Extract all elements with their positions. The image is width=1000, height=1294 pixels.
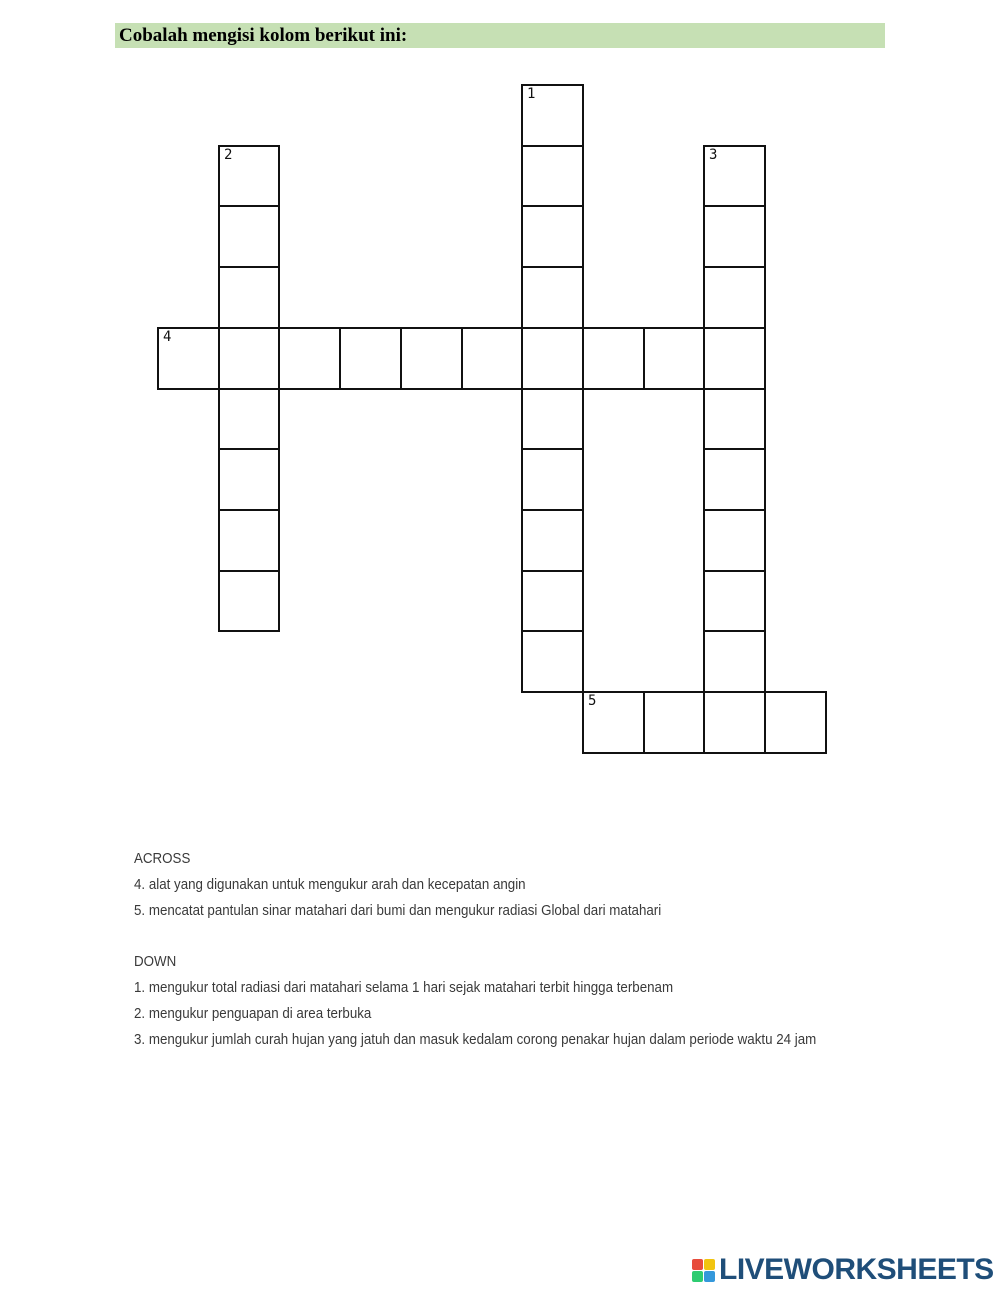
crossword-cell[interactable] <box>278 327 341 390</box>
clue-number-1: 1 <box>527 86 536 102</box>
crossword-cell[interactable] <box>764 691 827 754</box>
crossword-cell[interactable] <box>703 570 766 632</box>
down-clue-2: 2. mengukur penguapan di area terbuka <box>134 1006 372 1022</box>
crossword-cell[interactable] <box>703 145 766 207</box>
instruction-title: Cobalah mengisi kolom berikut ini: <box>119 25 408 46</box>
crossword-cell[interactable] <box>521 205 584 268</box>
crossword-cell[interactable] <box>703 266 766 329</box>
down-clue-3: 3. mengukur jumlah curah hujan yang jatuh dan masuk kedalam corong penakar hujan dalam periode waktu 24 jam <box>134 1032 817 1048</box>
crossword-cell[interactable] <box>218 509 280 572</box>
crossword-cell[interactable] <box>643 691 705 754</box>
crossword-cell[interactable] <box>218 448 280 511</box>
clues-section <box>134 849 833 1056</box>
crossword-cell[interactable] <box>703 448 766 511</box>
crossword-cell[interactable] <box>703 327 766 390</box>
down-heading: DOWN <box>134 954 177 970</box>
logo-tile <box>704 1259 715 1270</box>
crossword-cell[interactable] <box>582 691 645 754</box>
logo-text: LIVEWORKSHEETS <box>719 1253 994 1286</box>
crossword-cell[interactable] <box>218 327 280 390</box>
logo-tile <box>692 1259 703 1270</box>
crossword-cell[interactable] <box>521 266 584 329</box>
crossword-cell[interactable] <box>218 388 280 450</box>
crossword-cell[interactable] <box>521 448 584 511</box>
logo-tile <box>692 1271 703 1282</box>
crossword-cell[interactable] <box>521 630 584 693</box>
crossword-cell[interactable] <box>218 205 280 268</box>
down-clue-1: 1. mengukur total radiasi dari matahari selama 1 hari sejak matahari terbit hingga terbenam <box>134 980 674 996</box>
crossword-cell[interactable] <box>521 84 584 147</box>
crossword-cell[interactable] <box>703 691 766 754</box>
crossword-cell[interactable] <box>521 327 584 390</box>
clue-number-5: 5 <box>588 693 597 709</box>
crossword-cell[interactable] <box>582 327 645 390</box>
crossword-cell[interactable] <box>521 388 584 450</box>
across-clue-4: 4. alat yang digunakan untuk mengukur arah dan kecepatan angin <box>134 877 526 893</box>
crossword-cell[interactable] <box>521 509 584 572</box>
clue-number-2: 2 <box>224 147 233 163</box>
across-heading: ACROSS <box>134 851 191 867</box>
crossword-cell[interactable] <box>703 205 766 268</box>
crossword-cell[interactable] <box>703 630 766 693</box>
liveworksheets-logo <box>692 1252 994 1288</box>
logo-tile <box>704 1271 715 1282</box>
crossword-cell[interactable] <box>218 266 280 329</box>
crossword-cell[interactable] <box>643 327 705 390</box>
crossword-cell[interactable] <box>157 327 220 390</box>
crossword-cell[interactable] <box>521 570 584 632</box>
crossword-cell[interactable] <box>703 388 766 450</box>
clue-number-3: 3 <box>709 147 718 163</box>
crossword-cell[interactable] <box>218 145 280 207</box>
crossword-cell[interactable] <box>400 327 463 390</box>
crossword-cell[interactable] <box>521 145 584 207</box>
crossword-cell[interactable] <box>339 327 402 390</box>
crossword-cell[interactable] <box>461 327 523 390</box>
crossword-cell[interactable] <box>703 509 766 572</box>
across-clue-5: 5. mencatat pantulan sinar matahari dari bumi dan mengukur radiasi Global dari matahari <box>134 903 662 919</box>
clue-number-4: 4 <box>163 329 172 345</box>
logo-mark-icon <box>692 1259 715 1282</box>
crossword-cell[interactable] <box>218 570 280 632</box>
